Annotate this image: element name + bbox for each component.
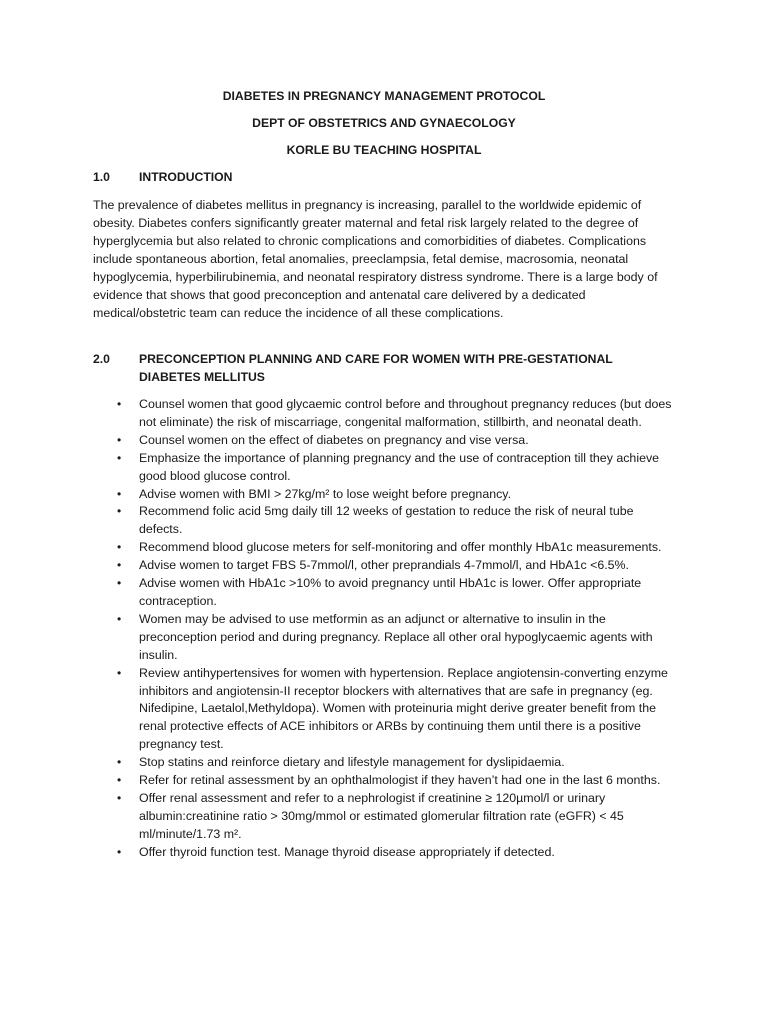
bullet-icon: • bbox=[117, 665, 122, 680]
bullet-icon: • bbox=[117, 504, 122, 519]
list-item-text: Offer thyroid function test. Manage thyroid disease appropriately if detected. bbox=[139, 844, 555, 859]
list-item-text: Counsel women on the effect of diabetes on pregnancy and vise versa. bbox=[139, 432, 529, 447]
bullet-icon: • bbox=[117, 397, 122, 411]
list-item bbox=[93, 754, 675, 772]
list-item bbox=[93, 486, 675, 504]
list-item-text: Women may be advised to use metformin as an adjunct or alternative to insulin in the preconception period and during pregnancy. Replace all other oral hypoglycaemic agents with insulin. bbox=[139, 611, 653, 662]
list-item bbox=[93, 844, 675, 862]
list-item-text: Advise women with HbA1c >10% to avoid pregnancy until HbA1c is lower. Offer appropriate contraception. bbox=[139, 576, 642, 608]
introduction-paragraph: The prevalence of diabetes mellitus in pregnancy is increasing, parallel to the worldwide epidemic of obesity. Diabetes confers significantly greater maternal and fetal risk largely related to the degree of hyperglycemia but also related to chronic complications and comorbidities of diabetes. Complications include spontaneous abortion, fetal anomalies, preeclampsia, fetal demise, macrosomia, neonatal hypoglycemia, hyperbilirubinemia, and neonatal respiratory distress syndrome. There is a large body of evidence that shows that good preconception and antenatal care delivered by a dedicated medical/obstetric team can reduce the incidence of all these complications. bbox=[93, 198, 658, 320]
section-2-heading bbox=[93, 350, 675, 386]
list-item-text: Recommend blood glucose meters for self-monitoring and offer monthly HbA1c measurements. bbox=[139, 540, 662, 555]
list-item bbox=[93, 450, 675, 486]
preconception-bullet-list bbox=[93, 396, 675, 862]
section-1-heading bbox=[93, 168, 675, 186]
section-1-title: INTRODUCTION bbox=[139, 170, 233, 184]
list-item bbox=[93, 432, 675, 450]
list-item-text: Counsel women that good glycaemic control before and throughout pregnancy reduces (but does not eliminate) the risk of miscarriage, congenital malformation, stillbirth, and neonatal death. bbox=[139, 397, 672, 429]
list-item-text: Offer renal assessment and refer to a nephrologist if creatinine ≥ 120µmol/l or urinary albumin:creatinine ratio > 30mg/mmol or estimated glomerular filtration rate (eGFR) < 45 ml/minute/1.73 m². bbox=[139, 790, 624, 841]
section-2-number: 2.0 bbox=[93, 352, 110, 366]
list-item bbox=[93, 575, 675, 611]
list-item bbox=[93, 503, 675, 539]
list-item bbox=[93, 539, 675, 557]
bullet-icon: • bbox=[117, 450, 122, 465]
list-item-text: Recommend folic acid 5mg daily till 12 weeks of gestation to reduce the risk of neural tube defects. bbox=[139, 504, 634, 537]
bullet-icon: • bbox=[117, 773, 122, 788]
bullet-icon: • bbox=[117, 611, 122, 626]
section-2-title: PRECONCEPTION PLANNING AND CARE FOR WOMEN WITH PRE-GESTATIONAL DIABETES MELLITUS bbox=[139, 352, 613, 384]
hospital-name: KORLE BU TEACHING HOSPITAL bbox=[286, 143, 482, 157]
list-item-text: Review antihypertensives for women with hypertension. Replace angiotensin-converting enzyme inhibitors and angiotensin-II receptor blockers with alternatives that are safe in pregnancy (eg. Nifedipine, Laetalol,Methyldopa). Women with proteinuria might derive greater benefit from the renal protective effects of ACE inhibitors or ARBs by continuing them until there is a positive pregnancy test. bbox=[139, 665, 668, 752]
bullet-icon: • bbox=[117, 540, 122, 555]
list-item bbox=[93, 772, 675, 790]
bullet-icon: • bbox=[117, 576, 122, 591]
list-item bbox=[93, 665, 675, 755]
list-item-text: Advise women to target FBS 5-7mmol/l, other preprandials 4-7mmol/l, and HbA1c <6.5%. bbox=[139, 558, 629, 573]
list-item bbox=[93, 611, 675, 665]
bullet-icon: • bbox=[117, 790, 122, 805]
bullet-icon: • bbox=[117, 844, 122, 859]
bullet-icon: • bbox=[117, 486, 122, 501]
list-item bbox=[93, 790, 675, 844]
list-item-text: Stop statins and reinforce dietary and lifestyle management for dyslipidaemia. bbox=[139, 755, 565, 770]
department-name: DEPT OF OBSTETRICS AND GYNAECOLOGY bbox=[252, 116, 516, 130]
bullet-icon: • bbox=[117, 432, 122, 447]
document-title: DIABETES IN PREGNANCY MANAGEMENT PROTOCOL bbox=[222, 89, 546, 103]
list-item bbox=[93, 557, 675, 575]
section-1-number: 1.0 bbox=[93, 170, 110, 184]
list-item bbox=[93, 396, 675, 432]
bullet-icon: • bbox=[117, 558, 122, 573]
bullet-icon: • bbox=[117, 755, 122, 770]
list-item-text: Emphasize the importance of planning pregnancy and the use of contraception till they achieve good blood glucose control. bbox=[139, 450, 660, 483]
list-item-text: Refer for retinal assessment by an ophthalmologist if they haven’t had one in the last 6 months. bbox=[139, 773, 661, 788]
list-item-text: Advise women with BMI > 27kg/m² to lose weight before pregnancy. bbox=[139, 486, 512, 501]
